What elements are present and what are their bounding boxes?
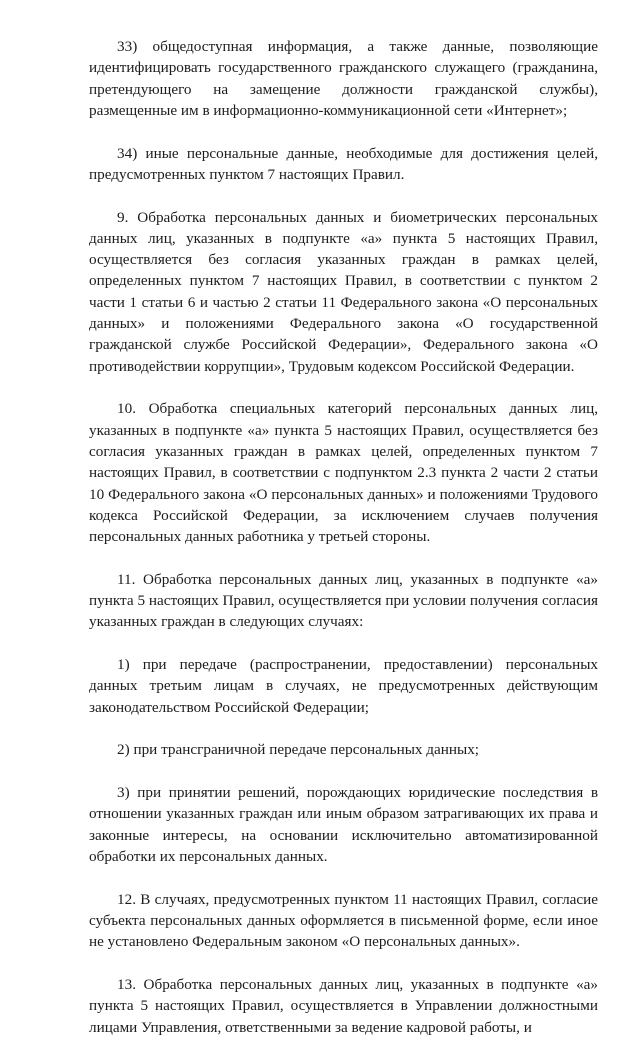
paragraph-subitem-2: 2) при трансграничной передаче персональных данных; [117,741,480,759]
paragraph-item-33: 33) общедоступная информация, а также данные, позволяющие идентифицировать государственного гражданского служащего (гражданина, претендующего на замещение должности гражданской службы), размещенные им в информационно-коммуникационной сети «Интернет»; [89,38,598,119]
paragraph-clause-11: 11. Обработка персональных данных лиц, указанных в подпункте «а» пункта 5 настоящих Правил, осуществляется при условии получения согласия указанных граждан в следующих случаях: [89,570,598,631]
paragraph-subitem-3: 3) при принятии решений, порождающих юридические последствия в отношении указанных граждан или иным образом затрагивающих их права и законные интересы, на основании исключительно автоматизированной обработки их персональных данных. [89,784,598,865]
paragraph-clause-9: 9. Обработка персональных данных и биометрических персональных данных лиц, указанных в подпункте «а» пункта 5 настоящих Правил, осуществляется без согласия указанных граждан в рамках целей, определенных пунктом 7 настоящих Правил, в соответствии с пунктом 2 части 1 статьи 6 и частью 2 статьи 11 Федерального закона «О персональных данных» и положениями Федерального закона «О государственной гражданской службе Российской Федерации», Федерального закона «О противодействии коррупции», Трудовым кодексом Российской Федерации. [89,208,598,375]
paragraph-subitem-1: 1) при передаче (распространении, предоставлении) персональных данных третьим лицам в случаях, не предусмотренных действующим законодательством Российской Федерации; [89,656,598,716]
paragraph-clause-12: 12. В случаях, предусмотренных пунктом 11 настоящих Правил, согласие субъекта персональных данных оформляется в письменной форме, если иное не установлено Федеральным законом «О персональных данных». [89,890,598,951]
paragraph-item-34: 34) иные персональные данные, необходимые для достижения целей, предусмотренных пунктом 7 настоящих Правил. [89,144,598,183]
paragraph-clause-13: 13. Обработка персональных данных лиц, указанных в подпункте «а» пункта 5 настоящих Правил, осуществляется в Управлении должностными лицами Управления, ответственными за ведение кадровой работы, и [89,975,598,1036]
paragraph-clause-10: 10. Обработка специальных категорий персональных данных лиц, указанных в подпункте «а» пункта 5 настоящих Правил, осуществляется без согласия указанных граждан в рамках целей, определенных пунктом 7 настоящих Правил, в соответствии с подпунктом 2.3 пункта 2 части 2 статьи 10 Федерального закона «О персональных данных» и положениями Трудового кодекса Российской Федерации, за исключением случаев получения персональных данных работника у третьей стороны. [89,400,598,546]
document-body [89,36,598,1038]
